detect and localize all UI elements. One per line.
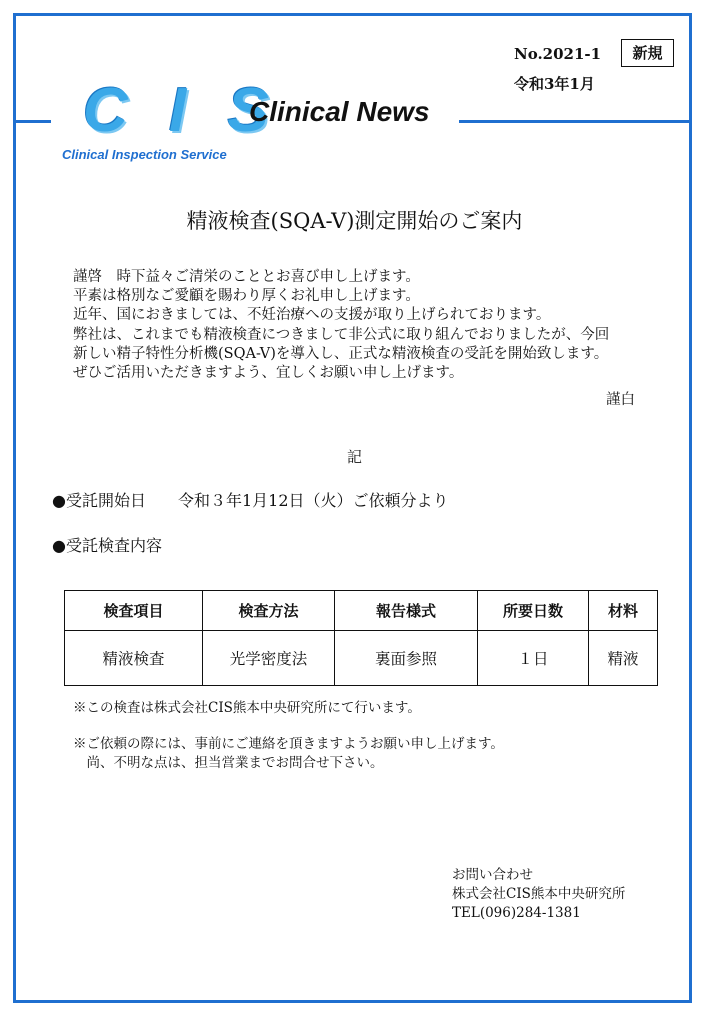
table-header-cell: 所要日数: [478, 591, 589, 631]
table-cell: 裏面参照: [335, 631, 478, 686]
header-rule-left: [13, 120, 51, 123]
document-title: 精液検査(SQA-V)測定開始のご案内: [186, 209, 523, 233]
table-cell: 精液検査: [65, 631, 203, 686]
table-header-cell: 報告様式: [335, 591, 478, 631]
cis-logo: C I S: [83, 76, 281, 145]
ki-heading: 記: [346, 448, 362, 466]
doc-date: 令和3年1月: [514, 75, 595, 93]
request-note-line: ※ご依頼の際には、事前にご連絡を頂きますようお願い申し上げます。: [73, 736, 504, 752]
test-spec-table: [64, 590, 658, 686]
table-row: [65, 631, 658, 686]
request-note-line: 尚、不明な点は、担当営業までお問合せ下さい。: [73, 755, 384, 771]
lab-note: ※この検査は株式会社CIS熊本中央研究所にて行います。: [73, 700, 421, 716]
new-badge: 新規: [621, 39, 674, 67]
doc-number: No.2021-1: [514, 45, 602, 63]
contact-company: 株式会社CIS熊本中央研究所: [452, 886, 626, 902]
table-header-cell: 検査項目: [65, 591, 203, 631]
body-line: 謹啓 時下益々ご清栄のこととお喜び申し上げます。: [73, 269, 420, 285]
table-header-cell: 検査方法: [203, 591, 335, 631]
body-line: 近年、国におきましては、不妊治療への支援が取り上げられております。: [73, 307, 551, 324]
request-note: [73, 735, 504, 773]
body-line: 新しい精子特性分析機(SQA-V)を導入し、正式な精液検査の受託を開始致します。: [73, 345, 609, 362]
table-header-cell: 材料: [589, 591, 658, 631]
contact-block: [452, 866, 625, 923]
letter-body: [73, 268, 673, 383]
closing-word: 謹白: [606, 392, 635, 408]
start-date-line: [52, 488, 449, 511]
start-date-label: ●受託開始日: [52, 491, 146, 510]
contact-tel: TEL(096)284-1381: [452, 905, 581, 921]
table-cell: 精液: [589, 631, 658, 686]
body-line: ぜひご活用いただきますよう、宜しくお願い申し上げます。: [73, 365, 464, 382]
body-line: 平素は格別なご愛顧を賜わり厚くお礼申し上げます。: [73, 288, 420, 305]
start-date-value: 令和３年1月12日（火）ご依頼分より: [177, 491, 449, 510]
table-cell: １日: [478, 631, 589, 686]
contact-label: お問い合わせ: [452, 867, 533, 883]
table-header-row: [65, 591, 658, 631]
logo-subtitle: Clinical Inspection Service: [62, 147, 227, 162]
table-cell: 光学密度法: [203, 631, 335, 686]
contents-label: ●受託検査内容: [52, 536, 162, 555]
header-rule-right: [459, 120, 692, 123]
newsletter-name: Clinical News: [249, 96, 430, 127]
body-line: 弊社は、これまでも精液検査につきまして非公式に取り組んでおりましたが、今回: [73, 326, 610, 343]
